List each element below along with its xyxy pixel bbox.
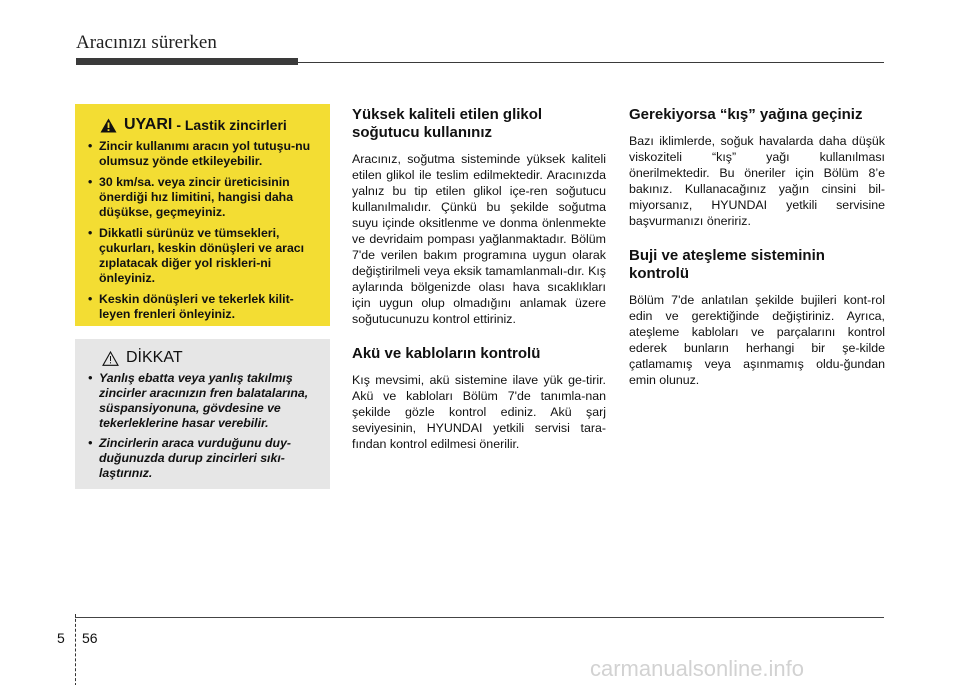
- caution-title: DİKKAT: [126, 349, 183, 366]
- header-bar: [76, 58, 298, 65]
- footer-divider-vertical: [75, 614, 76, 685]
- caution-item: • Zincirlerin araca vurduğunu duy-duğunuzda durup zincirleri sıkı-laştırınız.: [88, 436, 292, 480]
- battery-text: Kış mevsimi, akü sistemine ilave yük ge-tirir. Akü ve kabloları Bölüm 7'de tanımla-nan şekilde gözle kontrol ediniz. Akü şarj seviyesinin, HYUNDAI yetkili servisi tara-fından kontrol edilmesi önerilir.: [352, 373, 606, 451]
- chapter-number: 5: [57, 630, 65, 646]
- warning-box: [75, 104, 330, 326]
- middle-column: [352, 106, 606, 470]
- spark-plug-heading: Buji ve ateşleme sisteminin kontrolü: [629, 247, 825, 282]
- warning-item: • Keskin dönüşleri ve tekerlek kilit-leyen frenleri önleyiniz.: [88, 292, 294, 321]
- chapter-title: Aracınızı sürerken: [76, 32, 217, 53]
- coolant-text: Aracınız, soğutma sisteminde yüksek kaliteli etilen glikol ile teslim edilmektedir. Aracınızda yalnız bu tip etilen glikol içe-ren soğutucu kullanılmalıdır. Çünkü bu şekilde soğutma suyu içinde oksitlenme ve donma önlenmekte ve devridaim pompası yağlanmaktadır. Bölüm 7'de verilen bakım programına uygun olarak değiştirilmeli veya eksik tamamlanmalı-dır. Kış aylarında bölgenizde olası hava sıcaklıkları için uygun olup olmadığını anlamak üzere soğutucunuzu kontrol ettiriniz.: [352, 152, 606, 326]
- right-column: [629, 106, 885, 406]
- caution-heading: [88, 349, 320, 367]
- warning-item: • Dikkatli sürünüz ve tümsekleri, çukurları, keskin dönüşleri ve aracı zıplatacak diğer yol riskleri-ni önleyiniz.: [88, 226, 305, 285]
- coolant-heading: Yüksek kaliteli etilen glikol soğutucu kullanınız: [352, 106, 543, 141]
- warning-triangle-icon: [100, 118, 117, 133]
- caution-item: • Yanlış ebatta veya yanlış takılmış zincirler aracınızın fren balatalarına, süspansiyonuna, gövdesine ve tekerleklerine hasar verebilir.: [88, 371, 309, 430]
- watermark: carmanualsonline.info: [590, 656, 805, 681]
- page-number: 56: [82, 630, 98, 646]
- spark-plug-text: Bölüm 7'de anlatılan şekilde bujileri kont-rol edin ve gerektiğinde değiştiriniz. Ayrıca, ateşleme kabloları ve parçalarını kontrol ederek bunların herhangi bir şe-kilde çatlamamış veya aşınmamış oldu-ğundan emin olunuz.: [629, 293, 885, 387]
- battery-heading: Akü ve kabloların kontrolü: [352, 345, 541, 362]
- warning-item: • 30 km/sa. veya zincir üreticisinin önerdiği hız limitini, hangisi daha düşükse, geçmeyiniz.: [88, 175, 294, 219]
- warning-subtitle: - Lastik zincirleri: [176, 117, 287, 133]
- warning-title: UYARI: [124, 116, 173, 133]
- caution-triangle-icon: [102, 351, 119, 366]
- footer-rule: [75, 617, 884, 618]
- warning-heading: [100, 116, 320, 134]
- caution-box: [75, 339, 330, 489]
- winter-oil-heading: Gerekiyorsa “kış” yağına geçiniz: [629, 106, 863, 123]
- winter-oil-text: Bazı iklimlerde, soğuk havalarda daha düşük viskoziteli “kış” yağı kullanılması önerilmektedir. Bu öneriler için Bölüm 8’e bakınız. Kullanacağınız yağın cinsini bil-miyorsanız, HYUNDAI yetkili servisine başvurmanızı öneririz.: [629, 134, 885, 228]
- warning-item: • Zincir kullanımı aracın yol tutuşu-nu olumsuz yönde etkileyebilir.: [88, 139, 311, 168]
- header-rule: [298, 62, 884, 63]
